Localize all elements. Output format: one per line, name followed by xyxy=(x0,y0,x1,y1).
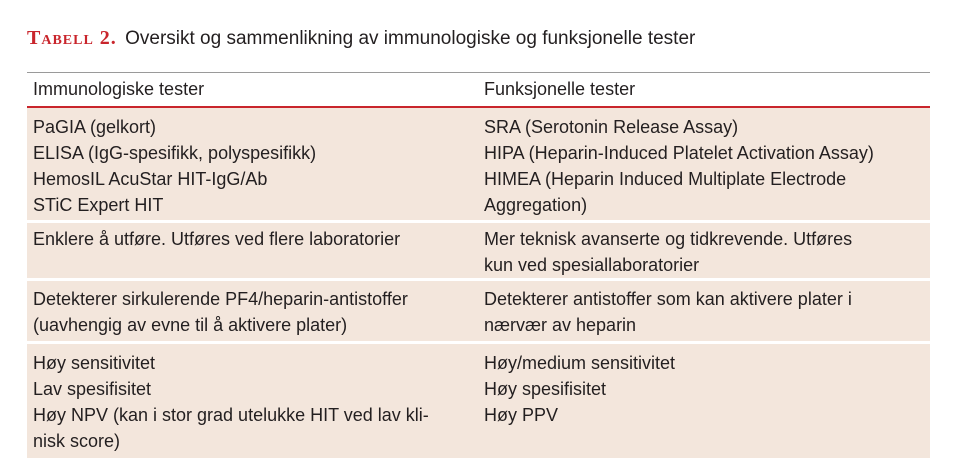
table-caption xyxy=(27,24,695,53)
table-row xyxy=(27,344,930,458)
cell-functional xyxy=(472,286,930,341)
cell-line: Høy/medium sensitivitet xyxy=(484,353,676,373)
cell-line: kun ved spesiallaboratorier xyxy=(484,255,700,275)
cell-line: HemosIL AcuStar HIT-IgG/Ab xyxy=(33,169,268,189)
table-row xyxy=(27,223,930,278)
cell-line: SRA (Serotonin Release Assay) xyxy=(484,117,739,137)
cell-line: Høy PPV xyxy=(484,405,559,425)
cell-line: Enklere å utføre. Utføres ved flere laboratorier xyxy=(33,229,401,249)
cell-line: Høy spesifisitet xyxy=(484,379,607,399)
cell-functional xyxy=(472,114,930,220)
cell-line: STiC Expert HIT xyxy=(33,195,164,215)
caption-text: Oversikt og sammenlikning av immunologiske og funksjonelle tester xyxy=(125,28,696,49)
cell-line: Aggregation) xyxy=(484,195,588,215)
cell-line: Mer teknisk avanserte og tidkrevende. Utføres xyxy=(484,229,853,249)
cell-functional xyxy=(472,226,930,278)
header-functional: Funksjonelle tester xyxy=(484,79,636,99)
table-row xyxy=(27,281,930,341)
cell-immunological xyxy=(27,114,472,220)
cell-line: Detekterer antistoffer som kan aktivere plater i xyxy=(484,289,852,309)
cell-line: (uavhengig av evne til å aktivere plater) xyxy=(33,315,348,335)
cell-line: Høy sensitivitet xyxy=(33,353,156,373)
cell-line: nærvær av heparin xyxy=(484,315,637,335)
cell-line: HIMEA (Heparin Induced Multiplate Electrode xyxy=(484,169,847,189)
cell-line: ELISA (IgG-spesifikk, polyspesifikk) xyxy=(33,143,317,163)
comparison-table xyxy=(27,72,930,458)
cell-functional xyxy=(472,350,930,458)
cell-line: nisk score) xyxy=(33,431,121,451)
cell-line: Lav spesifisitet xyxy=(33,379,152,399)
table-header-row xyxy=(27,73,930,106)
cell-line: Høy NPV (kan i stor grad utelukke HIT ved lav kli- xyxy=(33,405,429,425)
cell-immunological xyxy=(27,226,472,278)
header-immunological: Immunologiske tester xyxy=(33,79,205,99)
table-row xyxy=(27,108,930,220)
cell-line: PaGIA (gelkort) xyxy=(33,117,157,137)
caption-label: Tabell 2. xyxy=(27,27,117,49)
cell-line: HIPA (Heparin-Induced Platelet Activation Assay) xyxy=(484,143,874,163)
cell-immunological xyxy=(27,350,472,458)
cell-immunological xyxy=(27,286,472,341)
cell-line: Detekterer sirkulerende PF4/heparin-antistoffer xyxy=(33,289,408,309)
